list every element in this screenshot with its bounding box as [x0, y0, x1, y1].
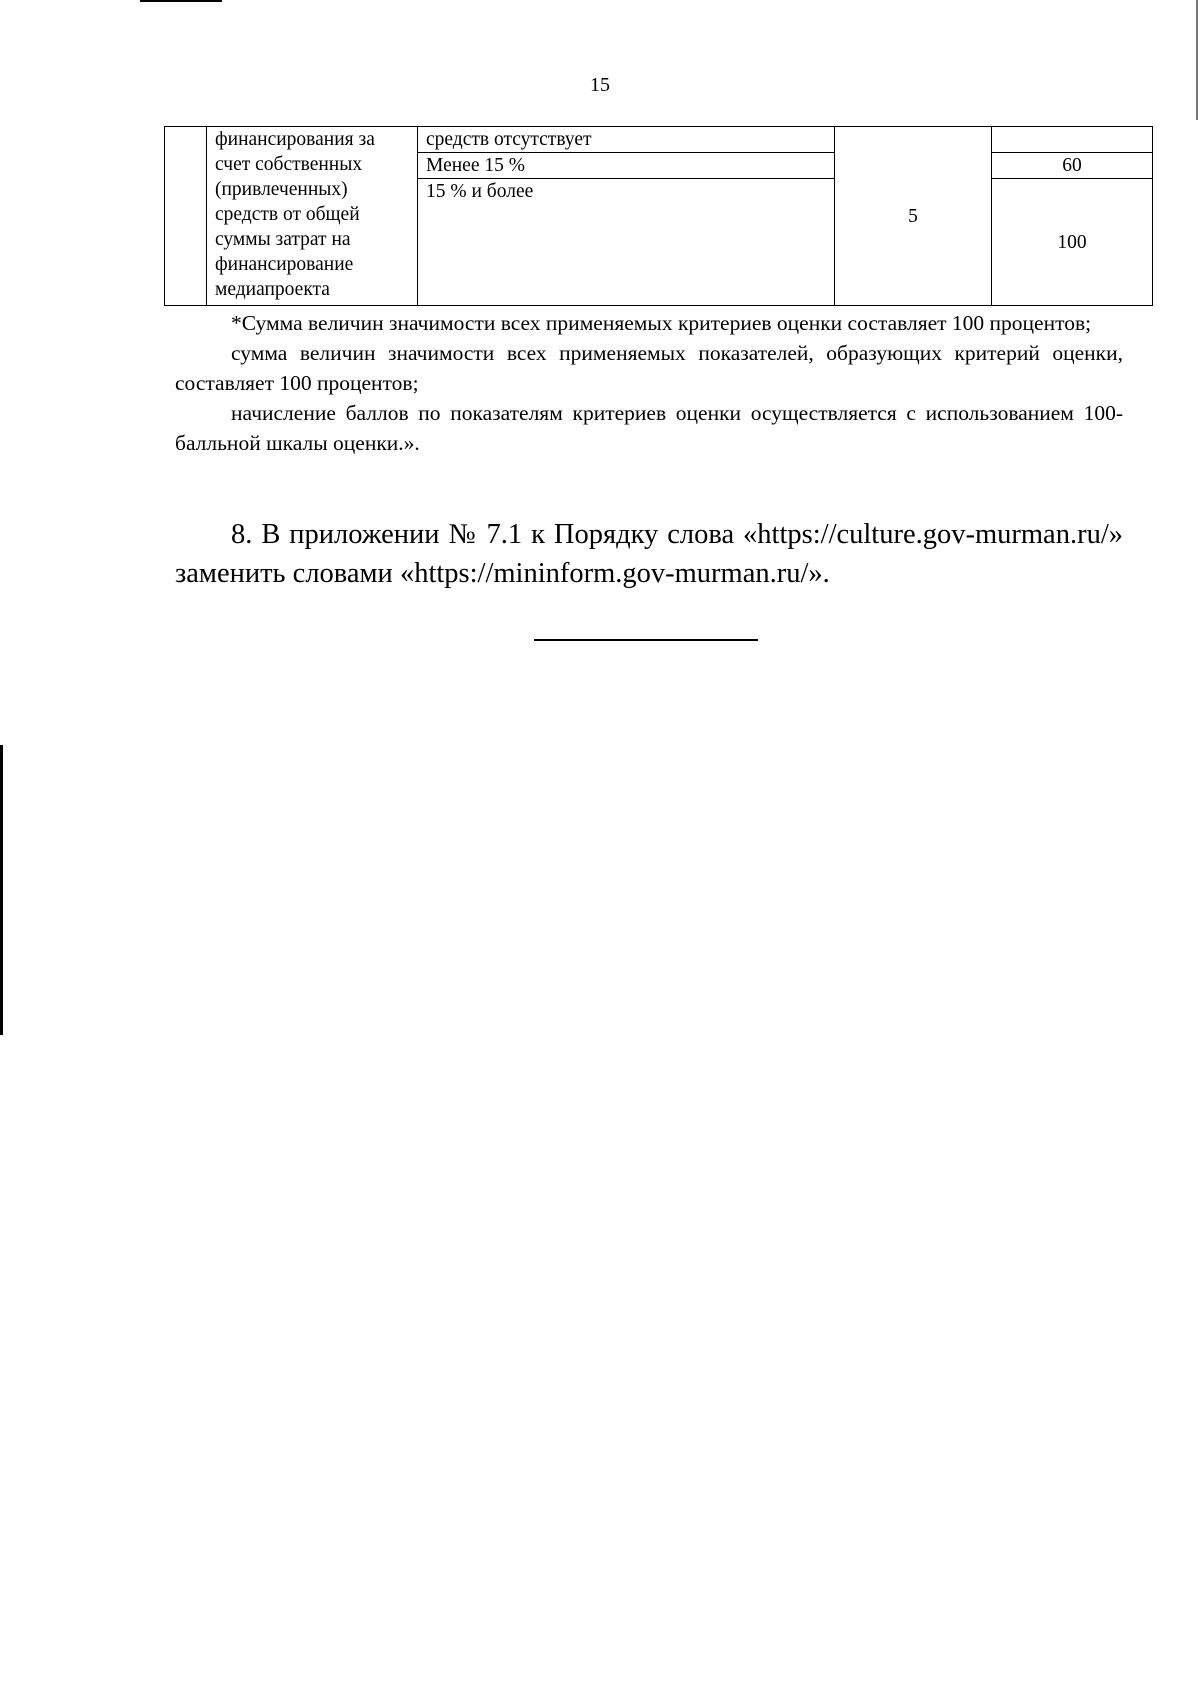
score-cell: [992, 127, 1153, 153]
footnotes: [175, 308, 1123, 458]
criteria-table: [164, 126, 1153, 306]
indicator-cell: средств отсутствует: [418, 127, 835, 153]
footnote-paragraph: сумма величин значимости всех применяемых показателей, образующих критерий оценки, составляет 100 процентов;: [175, 341, 1123, 395]
end-divider: [534, 639, 758, 641]
table-row: [165, 127, 1153, 153]
page-number: 15: [590, 74, 610, 96]
score-cell: 60: [992, 153, 1153, 179]
footnote-paragraph: начисление баллов по показателям критериев оценки осуществляется с использованием 100-балльной шкалы оценки.».: [175, 401, 1123, 455]
scan-edge-mark-left: [0, 745, 3, 1035]
item-8-paragraph: 8. В приложении № 7.1 к Порядку слова «https://culture.gov-murman.ru/» заменить словами «https://mininform.gov-murman.ru/».: [175, 519, 1123, 589]
indicator-cell: Менее 15 %: [418, 153, 835, 179]
row-number-cell: [165, 127, 207, 306]
scan-edge-mark-right: [1196, 0, 1198, 120]
weight-cell: 5: [835, 127, 992, 306]
footnote-paragraph: *Сумма величин значимости всех применяемых критериев оценки составляет 100 процентов;: [231, 311, 1092, 335]
indicator-cell: 15 % и более: [418, 179, 835, 306]
scan-edge-mark-top: [140, 0, 222, 2]
score-cell: 100: [992, 179, 1153, 306]
criterion-name-cell: финансирования за счет собственных (привлеченных) средств от общей суммы затрат на финансирование медиапроекта: [207, 127, 418, 306]
